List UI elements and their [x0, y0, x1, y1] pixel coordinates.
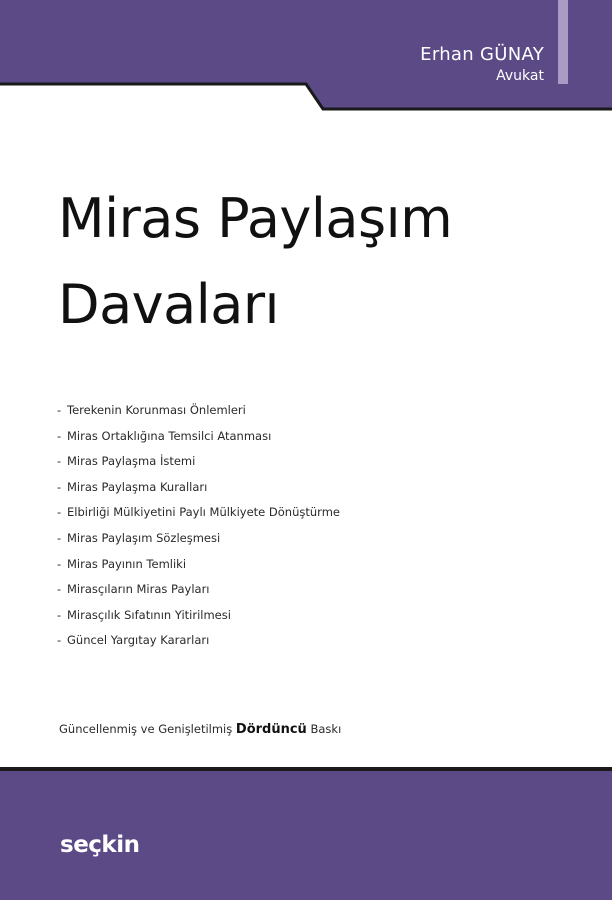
topic-dash: - [57, 479, 62, 494]
topic-dash: - [57, 633, 62, 648]
topic-label: Miras Paylaşma Kuralları [67, 479, 208, 494]
topic-label: Miras Ortaklığına Temsilci Atanması [67, 428, 272, 443]
edition-number: Dördüncü [235, 722, 307, 737]
topic-dash: - [57, 582, 62, 597]
author-block [420, 44, 544, 86]
topic-dash: - [57, 505, 62, 520]
author-name: Erhan GÜNAY [420, 44, 544, 65]
topic-dash: - [57, 556, 62, 571]
topic-dash: - [57, 454, 62, 469]
topic-item [57, 577, 340, 603]
topic-list [57, 398, 340, 654]
topic-label: Mirasçıların Miras Payları [67, 582, 210, 597]
topic-label: Miras Paylaşım Sözleşmesi [67, 530, 221, 545]
edition-prefix: Güncellenmiş ve Genişletilmiş [59, 722, 233, 736]
topic-item [57, 398, 340, 424]
topic-label: Miras Payının Temliki [67, 556, 187, 571]
topic-label: Mirasçılık Sıfatının Yitirilmesi [67, 607, 231, 622]
book-title-line-1: Miras Paylaşım [58, 187, 453, 250]
edition-suffix: Baskı [310, 722, 342, 736]
accent-stripe [558, 0, 568, 84]
edition-note [59, 722, 341, 737]
author-role: Avukat [496, 68, 544, 84]
topic-item [57, 628, 340, 654]
topic-dash: - [57, 428, 62, 443]
topic-dash: - [57, 530, 62, 545]
topic-dash: - [57, 607, 62, 622]
publisher-logo: seçkin [60, 832, 140, 858]
topic-item [57, 500, 340, 526]
topic-item [57, 424, 340, 450]
topic-label: Güncel Yargıtay Kararları [67, 633, 210, 648]
topic-item [57, 475, 340, 501]
book-title [58, 176, 452, 348]
topic-label: Miras Paylaşma İstemi [67, 454, 196, 469]
topic-item [57, 526, 340, 552]
topic-item [57, 552, 340, 578]
book-title-line-2: Davaları [58, 273, 280, 336]
topic-item [57, 603, 340, 629]
topic-label: Elbirliği Mülkiyetini Paylı Mülkiyete Dönüştürme [67, 505, 340, 520]
topic-item [57, 449, 340, 475]
topic-dash: - [57, 403, 62, 417]
topic-label: Terekenin Korunması Önlemleri [67, 403, 246, 417]
